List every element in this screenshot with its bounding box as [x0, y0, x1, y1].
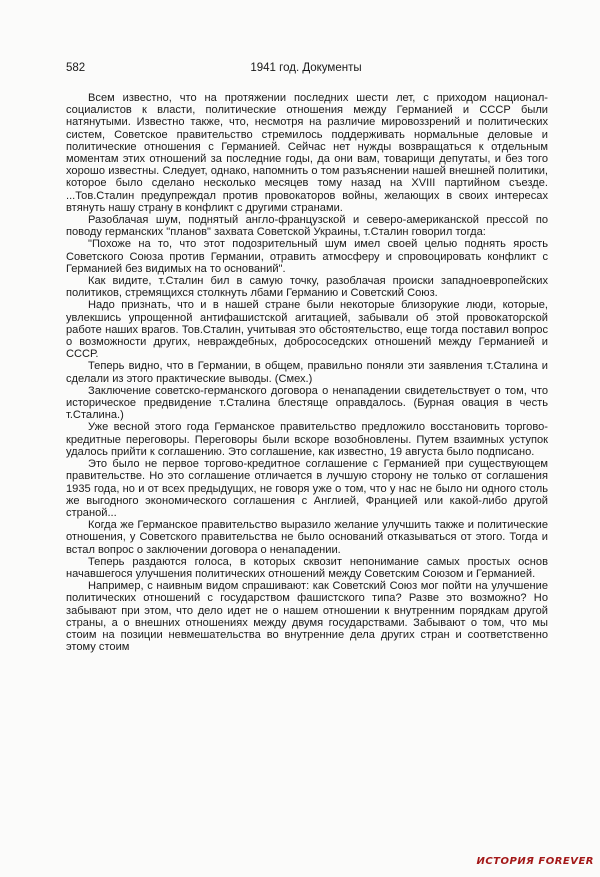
running-head-title: 1941 год. Документы	[250, 62, 362, 74]
paragraph: Как видите, т.Сталин бил в самую точку, разоблачая происки западноевропейских политиков, стремящихся столкнуть лбами Германию и Советский Союз.	[66, 275, 548, 300]
body-text	[66, 92, 548, 653]
paragraph: Это было не первое торгово-кредитное соглашение с Германией при существующем правительстве. Но это соглашение отличается в лучшую сторону не только от соглашения 1935 года, но и от всех предыдущих, не говоря уже о том, что у нас не было ни одного столь же выгодного экономического соглашения с Англией, Францией или какой-либо другой страной...	[66, 458, 548, 519]
quotation-paragraph: "Похоже на то, что этот подозрительный шум имел своей целью поднять ярость Советского Союза против Германии, отравить атмосферу и спровоцировать конфликт с Германией без видимых на то оснований".	[66, 238, 548, 275]
paragraph: Надо признать, что и в нашей стране были некоторые близорукие люди, которые, увлекшись упрощенной антифашистской агитацией, забывали об этой провокаторской работе наших врагов. Тов.Сталин, учитывая это обстоятельство, еще тогда поставил вопрос о возможности других, невраждебных, добрососедских отношений между Германией и СССР.	[66, 299, 548, 361]
paragraph: Теперь раздаются голоса, в которых сквозит непонимание самых простых основ начавшегося улучшения политических отношений между Советским Союзом и Германией.	[66, 555, 548, 580]
paragraph: Всем известно, что на протяжении последних шести лет, с приходом национал-социалистов к власти, политические отношения между Германией и СССР были натянутыми. Известно также, что, несмотря на различие мировоззрений и политических систем, Советское правительство стремилось поддерживать нормальные деловые и политические отношения с Германией. Сейчас нет нужды возвращаться к отдельным моментам этих отношений за последние годы, да они вам, товарищи депутаты, и без того хорошо известны. Следует, однако, напомнить о том разъяснении нашей внешней политики, которое было сделано несколько месяцев тому назад на XVIII партийном съезде. ...Тов.Сталин предупреждал против провокаторов войны, желающих в своих интересах втянуть нашу страну в конфликт с другими странами.	[66, 92, 548, 214]
running-head	[66, 60, 546, 76]
page-number: 582	[66, 62, 86, 74]
paragraph: Например, с наивным видом спрашивают: как Советский Союз мог пойти на улучшение политических отношений с государством фашистского типа? Разве это возможно? Но забывают при этом, что дело идет не о нашем отношении к внутренним порядкам другой страны, а о внешних отношениях между двумя государствами. Забывают о том, что мы стоим на позиции невмешательства во внутренние дела других стран и соответственно этому стоим	[66, 580, 548, 654]
paragraph: Уже весной этого года Германское правительство предложило восстановить торгово-кредитные переговоры. Переговоры были вскоре возобновлены. Путем взаимных уступок удалось прийти к соглашению. Это соглашение, как известно, 19 августа было подписано.	[66, 421, 548, 458]
paragraph: Когда же Германское правительство выразило желание улучшить также и политические отношения, у Советского правительства не было оснований отказываться от этого. Тогда и встал вопрос о заключении договора о ненападении.	[66, 519, 548, 556]
paragraph: Заключение советско-германского договора о ненападении свидетельствует о том, что историческое предвидение т.Сталина блестяще оправдалось. (Бурная овация в честь т.Сталина.)	[66, 384, 548, 422]
watermark-logo: ИСТОРИЯ FOREVER	[476, 856, 594, 867]
paragraph: Теперь видно, что в Германии, в общем, правильно поняли эти заявления т.Сталина и сделали из этого практические выводы. (Смех.)	[66, 360, 548, 385]
paragraph: Разоблачая шум, поднятый англо-французской и северо-американской прессой по поводу германских "планов" захвата Советской Украины, т.Сталин говорил тогда:	[66, 214, 548, 239]
